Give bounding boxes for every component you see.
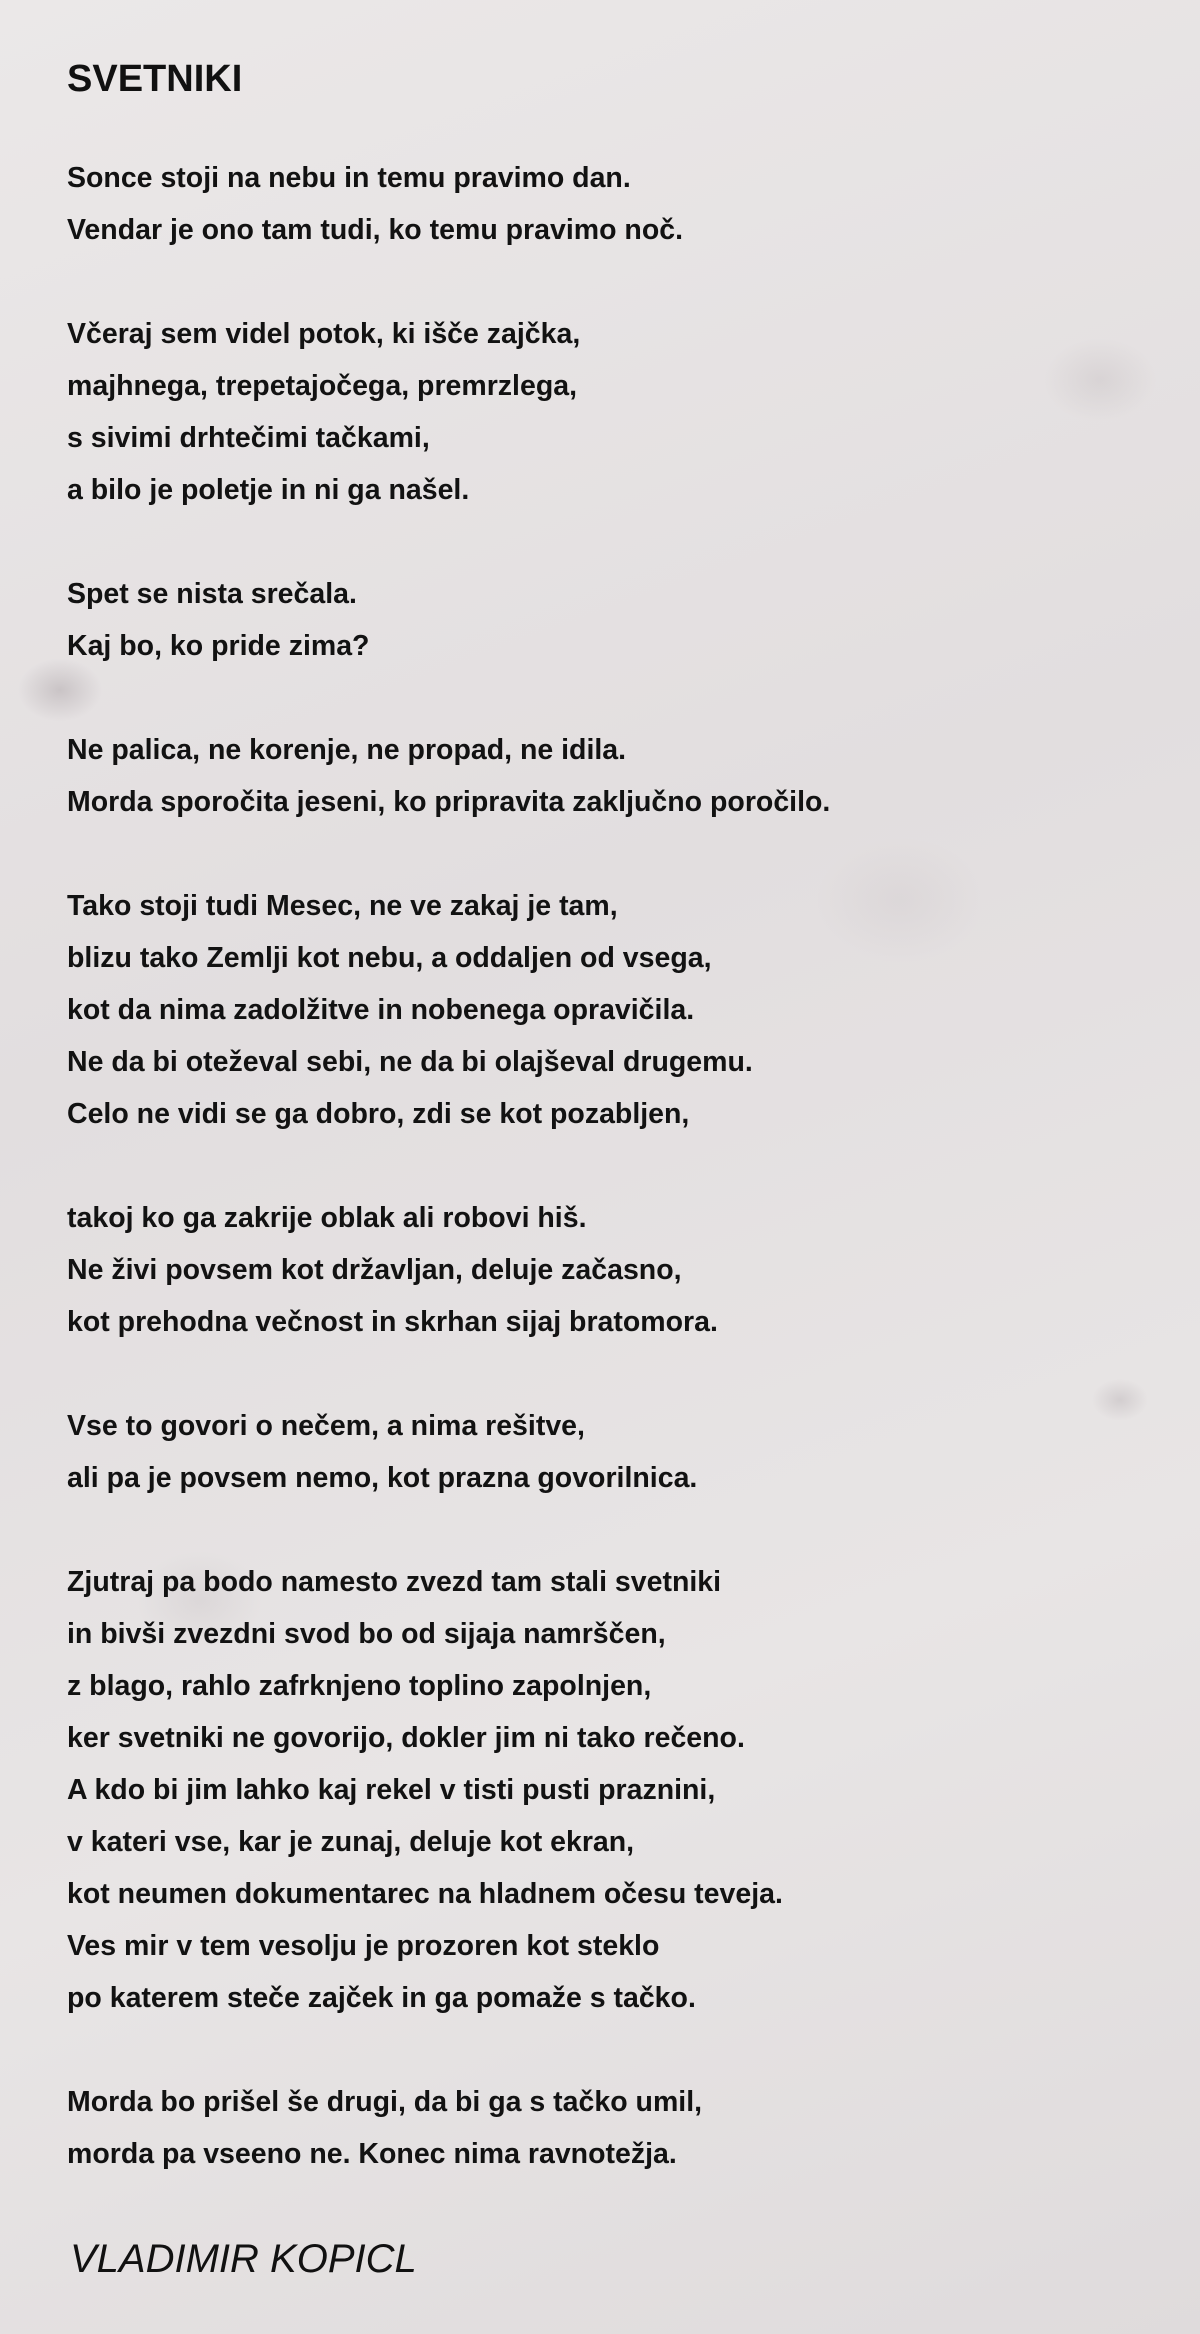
poem-line: Morda sporočita jeseni, ko pripravita zaključno poročilo. bbox=[67, 786, 831, 818]
stanza bbox=[67, 880, 1147, 1140]
stanza bbox=[67, 568, 1147, 672]
poem-line: Ne živi povsem kot državljan, deluje začasno, bbox=[67, 1254, 682, 1286]
poem-line: Zjutraj pa bodo namesto zvezd tam stali svetniki bbox=[67, 1566, 722, 1598]
poem-line: ker svetniki ne govorijo, dokler jim ni tako rečeno. bbox=[67, 1722, 745, 1754]
poem-line: Ves mir v tem vesolju je prozoren kot steklo bbox=[67, 1930, 660, 1962]
stanza bbox=[67, 152, 1147, 256]
poem-title: SVETNIKI bbox=[67, 58, 243, 100]
poem-line: takoj ko ga zakrije oblak ali robovi hiš. bbox=[67, 1202, 587, 1234]
stanza bbox=[67, 1400, 1147, 1504]
poem-line: Sonce stoji na nebu in temu pravimo dan. bbox=[67, 162, 631, 194]
poem-line: morda pa vseeno ne. Konec nima ravnotežja. bbox=[67, 2138, 677, 2170]
stanza bbox=[67, 308, 1147, 516]
poem-line: Ne palica, ne korenje, ne propad, ne idila. bbox=[67, 734, 627, 766]
poem-line: Včeraj sem videl potok, ki išče zajčka, bbox=[67, 318, 581, 350]
stanza bbox=[67, 724, 1147, 828]
poem-page bbox=[67, 50, 1147, 2232]
stanza bbox=[67, 2076, 1147, 2180]
poem-line: Ne da bi oteževal sebi, ne da bi olajševal drugemu. bbox=[67, 1046, 753, 1078]
poem-line: po katerem steče zajček in ga pomaže s tačko. bbox=[67, 1982, 696, 2014]
stanza bbox=[67, 1556, 1147, 2024]
poem-line: A kdo bi jim lahko kaj rekel v tisti pusti praznini, bbox=[67, 1774, 716, 1806]
poem-line: kot prehodna večnost in skrhan sijaj bratomora. bbox=[67, 1306, 718, 1338]
poem-author: VLADIMIR KOPICL bbox=[70, 2237, 417, 2281]
poem-line: v kateri vse, kar je zunaj, deluje kot ekran, bbox=[67, 1826, 635, 1858]
poem-line: kot neumen dokumentarec na hladnem očesu teveja. bbox=[67, 1878, 783, 1910]
poem-line: z blago, rahlo zafrknjeno toplino zapolnjen, bbox=[67, 1670, 652, 1702]
poem-line: kot da nima zadolžitve in nobenega opravičila. bbox=[67, 994, 695, 1026]
poem-line: Vse to govori o nečem, a nima rešitve, bbox=[67, 1410, 585, 1442]
poem-line: a bilo je poletje in ni ga našel. bbox=[67, 474, 470, 506]
poem-line: Celo ne vidi se ga dobro, zdi se kot pozabljen, bbox=[67, 1098, 690, 1130]
poem-line: Kaj bo, ko pride zima? bbox=[67, 630, 370, 662]
poem-line: Morda bo prišel še drugi, da bi ga s tačko umil, bbox=[67, 2086, 703, 2118]
poem-line: s sivimi drhtečimi tačkami, bbox=[67, 422, 430, 454]
poem-body bbox=[67, 152, 1147, 2180]
poem-line: Vendar je ono tam tudi, ko temu pravimo noč. bbox=[67, 214, 684, 246]
poem-line: Spet se nista srečala. bbox=[67, 578, 357, 610]
poem-line: ali pa je povsem nemo, kot prazna govorilnica. bbox=[67, 1462, 698, 1494]
stanza bbox=[67, 1192, 1147, 1348]
poem-line: majhnega, trepetajočega, premrzlega, bbox=[67, 370, 578, 402]
poem-line: blizu tako Zemlji kot nebu, a oddaljen od vsega, bbox=[67, 942, 712, 974]
poem-line: Tako stoji tudi Mesec, ne ve zakaj je tam, bbox=[67, 890, 618, 922]
poem-line: in bivši zvezdni svod bo od sijaja namrščen, bbox=[67, 1618, 666, 1650]
